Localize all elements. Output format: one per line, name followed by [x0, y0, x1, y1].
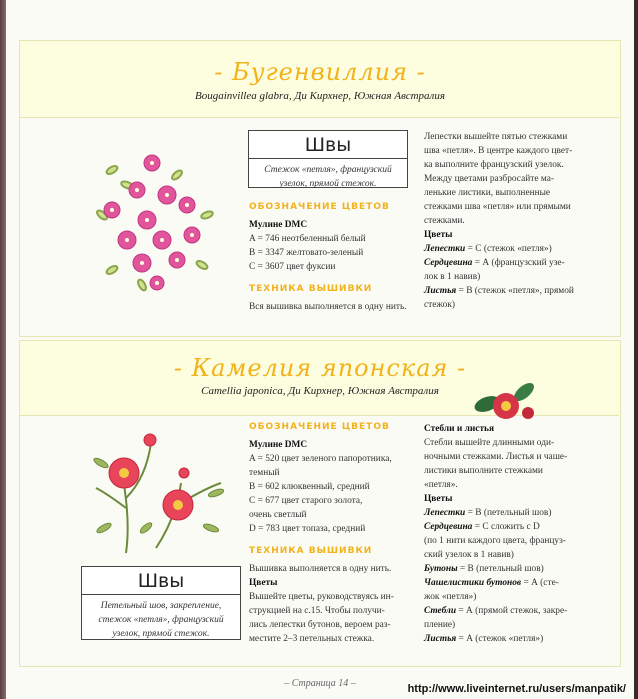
color-item: очень светлый: [249, 510, 307, 520]
section1-colors-heading: ОБОЗНАЧЕНИЕ ЦВЕТОВ: [249, 202, 390, 212]
legend-item: Лепестки = С (стежок «петля»): [424, 244, 552, 254]
legend-item: Чашелистики бутонов = А (сте-: [424, 578, 559, 588]
leaf-icon: [105, 264, 118, 275]
flowers-heading: Цветы: [424, 230, 453, 240]
section2-stitches-box: [81, 566, 241, 640]
technique-line: местите 2–3 петельных стежка.: [249, 634, 375, 644]
color-item: B = 3347 желтовато-зеленый: [249, 248, 364, 258]
technique-line: Вышивка выполняется в одну нить.: [249, 564, 392, 574]
technique-line: струкцией на с.15. Чтобы получи-: [249, 606, 385, 616]
leaf-icon: [139, 521, 154, 535]
legend-item: Листья = А (стежок «петля»): [424, 634, 544, 644]
section1-color-list: [249, 218, 366, 274]
section1-technique-heading: ТЕХНИКА ВЫШИВКИ: [249, 284, 373, 294]
legend-item: пление): [424, 620, 456, 630]
section2-technique-heading: ТЕХНИКА ВЫШИВКИ: [249, 546, 373, 556]
section1-technique-text: Вся вышивка выполняется в одну нить.: [249, 302, 407, 312]
flowers-heading: Цветы: [424, 494, 453, 504]
instruction-line: стежками шва «петля» или прямыми: [424, 202, 571, 212]
stitches-text: Стежок «петля», французский узелок, прямой стежок.: [264, 165, 392, 189]
section1-right-column: [424, 130, 614, 312]
instruction-line: листики выполните стежками: [424, 466, 543, 476]
section2-right-column: [424, 422, 614, 646]
color-item: C = 3607 цвет фуксии: [249, 262, 336, 272]
bud-icon: [179, 468, 189, 478]
leaf-icon: [93, 456, 110, 469]
leaf-icon: [207, 487, 224, 498]
section2-technique-text: [249, 562, 394, 646]
leaf-icon: [200, 210, 213, 220]
brand-name: Мулине DMC: [249, 220, 308, 230]
technique-line: Вышейте цветы, руководствуясь ин-: [249, 592, 394, 602]
section1-stitches-box: [248, 130, 408, 188]
legend-item: стежок): [424, 300, 456, 310]
instruction-line: Стебли вышейте длинными оди-: [424, 438, 555, 448]
leaf-icon: [195, 259, 208, 270]
legend-item: ский узелок в 1 навив): [424, 550, 514, 560]
stitches-heading: Швы: [249, 131, 407, 159]
color-item: D = 783 цвет топаза, средний: [249, 524, 366, 534]
color-item: темный: [249, 468, 280, 478]
color-item: A = 520 цвет зеленого папоротника,: [249, 454, 392, 464]
bougainvillea-illustration: [82, 145, 227, 300]
section1-divider: [20, 117, 619, 118]
leaf-icon: [170, 169, 183, 181]
leaf-icon: [96, 521, 113, 534]
instruction-line: стежками.: [424, 216, 465, 226]
legend-item: Стебли = А (прямой стежок, закре-: [424, 606, 568, 616]
instruction-line: ленькие листики, выполненные: [424, 188, 551, 198]
legend-item: жок «петля»): [424, 592, 477, 602]
camellia-illustration: [86, 428, 231, 558]
section1-title: - Бугенвиллия -: [214, 58, 426, 86]
section2-color-list: [249, 438, 392, 536]
instruction-line: ка выполните французский узелок.: [424, 160, 564, 170]
magazine-page: [6, 0, 634, 699]
leaf-icon: [105, 164, 118, 175]
color-item: A = 746 неотбеленный белый: [249, 234, 366, 244]
section2-subtitle: Camellia japonica, Ди Кирхнер, Южная Австралия: [201, 385, 439, 397]
stems-heading: Стебли и листья: [424, 424, 495, 434]
instruction-line: Лепестки вышейте пятью стежками: [424, 132, 568, 142]
legend-item: Лепестки = В (петельный шов): [424, 508, 552, 518]
flowers-heading: Цветы: [249, 578, 278, 588]
legend-item: Сердцевина = А (французский узе-: [424, 258, 565, 268]
leaf-icon: [202, 522, 219, 533]
brand-name: Мулине DMC: [249, 440, 308, 450]
page-number-footer: – Страница 14 –: [284, 678, 356, 689]
legend-item: Сердцевина = С сложить с D: [424, 522, 540, 532]
legend-item: Бутоны = В (петельный шов): [424, 564, 544, 574]
color-item: C = 677 цвет старого золота,: [249, 496, 363, 506]
instruction-line: «петля».: [424, 480, 458, 490]
leaf-icon: [136, 278, 147, 291]
instruction-line: шва «петля». В центре каждого цвет-: [424, 146, 573, 156]
legend-item: Листья = В (стежок «петля», прямой: [424, 286, 574, 296]
technique-line: лись лепестки бутонов, вероем раз-: [249, 620, 391, 630]
section2-colors-heading: ОБОЗНАЧЕНИЕ ЦВЕТОВ: [249, 422, 390, 432]
watermark-url: http://www.liveinternet.ru/users/manpatik/: [407, 683, 626, 695]
stitches-heading: Швы: [82, 567, 240, 595]
color-item: B = 602 клюквенный, средний: [249, 482, 370, 492]
instruction-line: Между цветами разбросайте ма-: [424, 174, 555, 184]
legend-item: лок в 1 навив): [424, 272, 481, 282]
stitches-text: Петельный шов, закрепление, стежок «петля», французский узелок, прямой стежок.: [98, 601, 224, 639]
section2-title: - Камелия японская -: [173, 354, 467, 382]
section1-subtitle: Bougainvillea glabra, Ди Кирхнер, Южная Австралия: [195, 90, 445, 102]
camellia-decoration: [472, 378, 542, 426]
legend-item: (по 1 нити каждого цвета, француз-: [424, 536, 566, 546]
instruction-line: ночными стежками. Листья и чаше-: [424, 452, 568, 462]
bud-icon: [144, 434, 156, 446]
